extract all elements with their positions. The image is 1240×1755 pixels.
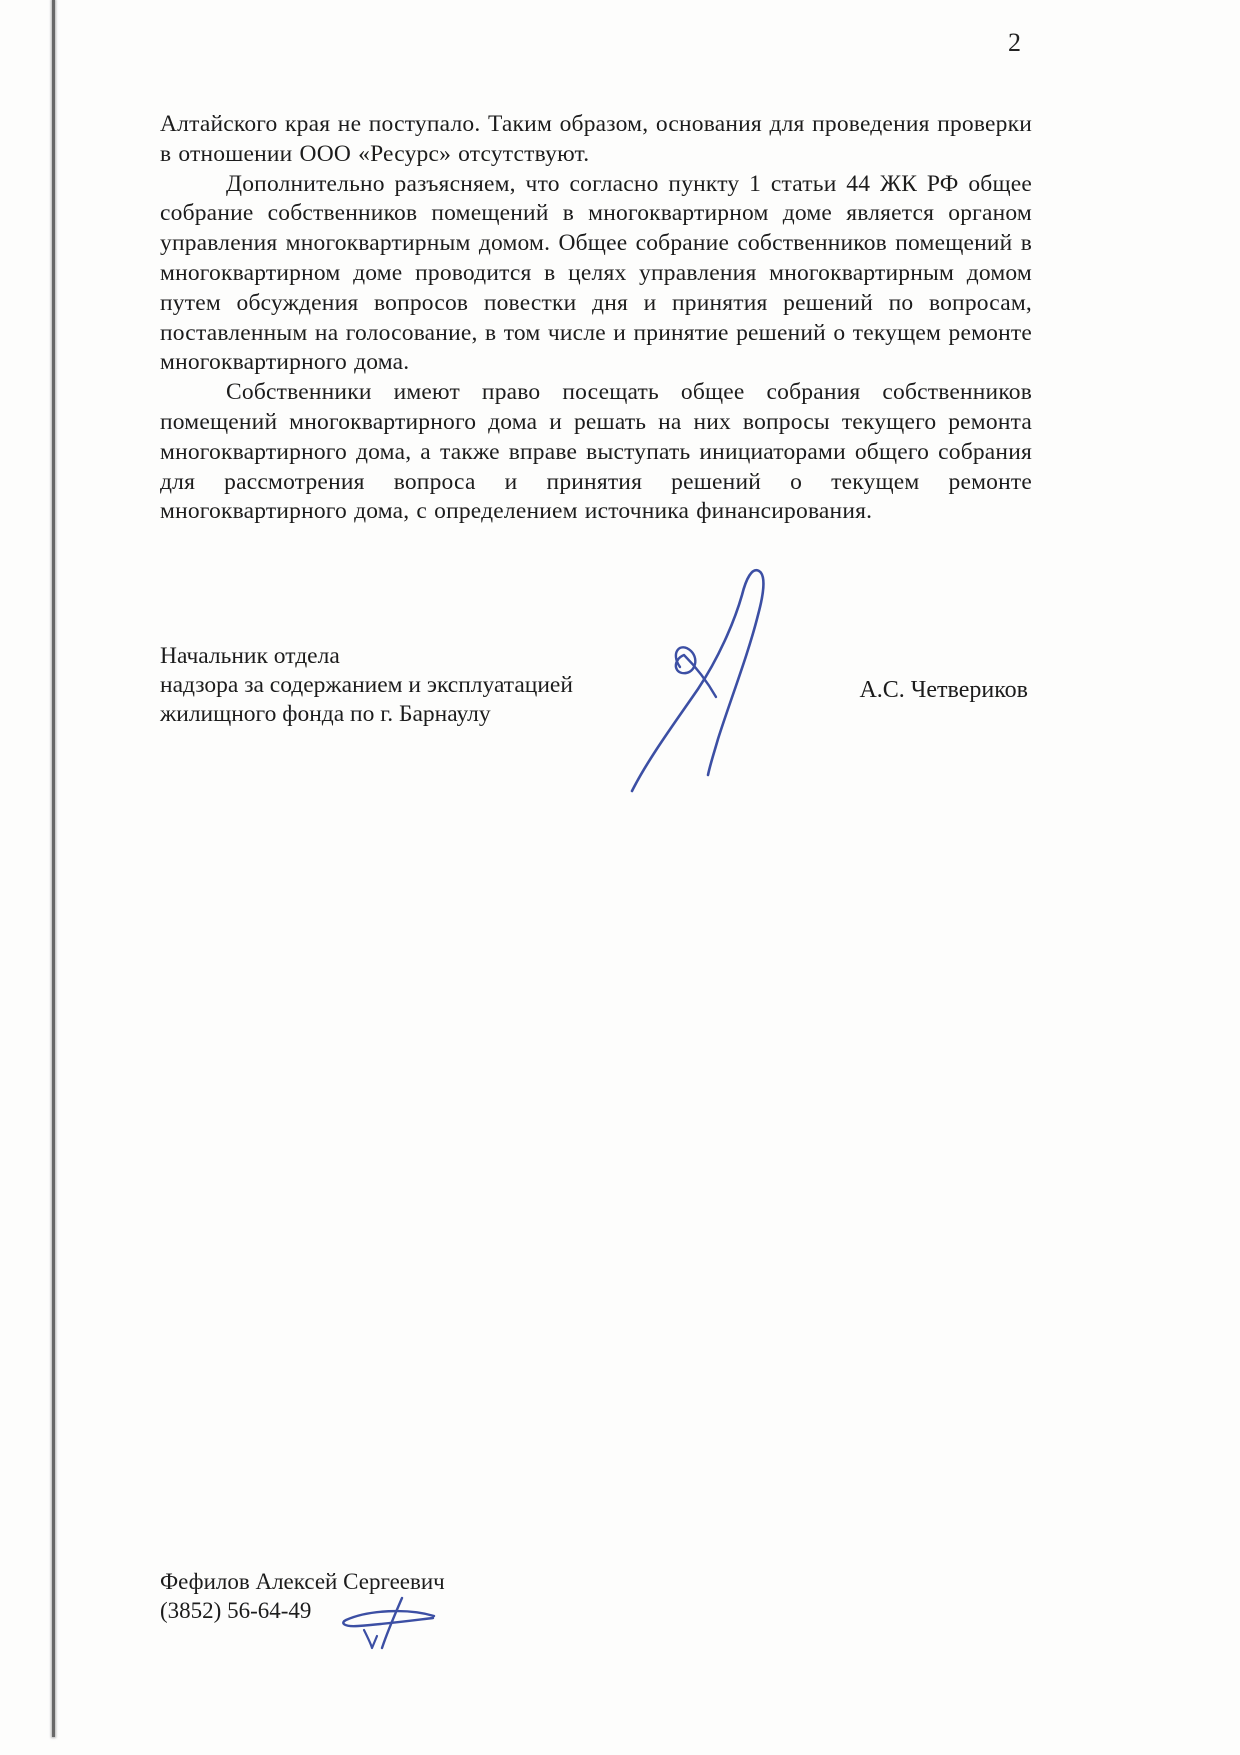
- document-body: [160, 110, 1032, 527]
- signer-position-line: жилищного фонда по г. Барнаулу: [160, 700, 491, 727]
- signature-block: [160, 642, 1028, 728]
- signer-position-line: надзора за содержанием и эксплуатацией: [160, 671, 573, 698]
- footer-contact: [160, 1567, 445, 1625]
- page-number: 2: [1008, 28, 1021, 57]
- signer-name: А.С. Четвериков: [859, 676, 1028, 703]
- contact-phone: (3852) 56-64-49: [160, 1598, 312, 1623]
- body-paragraph: Дополнительно разъясняем, что согласно пункту 1 статьи 44 ЖК РФ общее собрание собственников помещений в многоквартирном доме является органом управления многоквартирным домом. Общее собрание собственников помещений в многоквартирном доме проводится в целях управления многоквартирным домом путем обсуждения вопросов повестки дня и принятия решений по вопросам, поставленным на голосование, в том числе и принятие решений о текущем ремонте многоквартирного дома.: [160, 170, 1032, 376]
- contact-name: Фефилов Алексей Сергеевич: [160, 1569, 445, 1594]
- signer-position-line: Начальник отдела: [160, 643, 340, 669]
- signer-position: [160, 642, 573, 728]
- scan-edge-line: [52, 0, 55, 1737]
- body-paragraph: Собственники имеют право посещать общее собрания собственников помещений многоквартирного дома и решать на них вопросы текущего ремонта многоквартирного дома, а также вправе выступать инициаторами общего собрания для рассмотрения вопроса и принятия решений о текущем ремонте многоквартирного дома, с определением источника финансирования.: [160, 379, 1032, 525]
- body-paragraph: Алтайского края не поступало. Таким образом, основания для проведения проверки в отношении ООО «Ресурс» отсутствуют.: [160, 111, 1032, 167]
